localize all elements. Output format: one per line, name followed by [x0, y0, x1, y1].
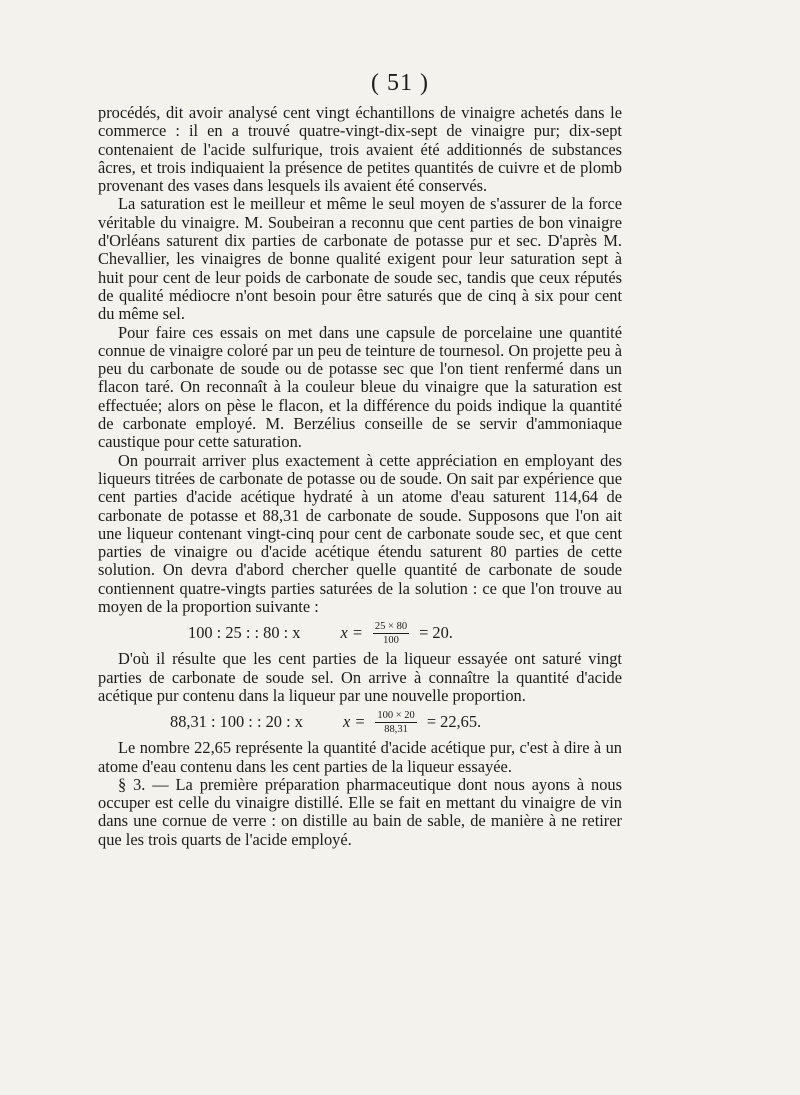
formula-2-variable: x =: [342, 712, 366, 732]
formula-1-result: = 20.: [419, 623, 453, 643]
page-number: ( 51 ): [371, 70, 429, 96]
formula-2-numerator: 100 × 20: [377, 709, 415, 721]
formula-1-numerator: 25 × 80: [374, 620, 408, 632]
formula-1-equation: [340, 621, 452, 646]
formula-1-denominator: 100: [383, 634, 399, 646]
formula-2-fraction: [375, 710, 416, 735]
proportion-formula-1: [98, 616, 622, 650]
paragraph-3: Pour faire ces essais on met dans une capsule de porcelaine une quantité connue de vinaigre coloré par un peu de teinture de tournesol. On projette peu à peu du carbonate de soude ou de potasse sec que l'on tient renfermé dans un flacon taré. On reconnaît à la couleur bleue du vinaigre que la saturation est effectuée; alors on pèse le flacon, et la différence du poids indique la quantité de carbonate employé. M. Berzélius conseille de se servir d'ammoniaque caustique pour cette saturation.: [98, 322, 622, 452]
formula-1-proportion: 100 : 25 : : 80 : x: [188, 623, 301, 643]
formula-1-variable: x =: [340, 623, 363, 643]
formula-2-denominator: 88,31: [384, 723, 408, 735]
formula-2-equation: [343, 710, 481, 735]
paragraph-1: procédés, dit avoir analysé cent vingt échantillons de vinaigre achetés dans le commerce : il en a trouvé quatre-vingt-dix-sept de vinaigre pur; dix-sept contenaient de l'acide sulfurique, trois avaient été additionnés de substances âcres, et trois indiquaient la présence de petites quantités de cuivre et de plomb provenant des vases dans lesquels ils avaient été conservés.: [98, 103, 622, 196]
formula-1-fraction: [373, 621, 409, 646]
paragraph-2: La saturation est le meilleur et même le seul moyen de s'assurer de la force véritable du vinaigre. M. Soubeiran a reconnu que cent parties de bon vinaigre d'Orléans saturent dix parties de carbonate de potasse pur et sec. D'après M. Chevallier, les vinaigres de bonne qualité exigent pour leur saturation sept à huit pour cent de leur poids de carbonate de soude sec, tandis que ceux réputés de qualité médiocre n'ont besoin pour être saturés que de cinq à six pour cent du même sel.: [98, 194, 622, 324]
paragraph-5: D'où il résulte que les cent parties de la liqueur essayée ont saturé vingt parties de carbonate de soude sel. On arrive à connaître la quantité d'acide acétique pur contenu dans la liqueur par une nouvelle proportion.: [98, 649, 622, 705]
paragraph-6: Le nombre 22,65 représente la quantité d'acide acétique pur, c'est à dire à un atome d'eau contenu dans les cent parties de la liqueur essayée.: [98, 738, 622, 776]
body-text: [98, 104, 622, 849]
paragraph-4: On pourrait arriver plus exactement à cette appréciation en employant des liqueurs titrées de carbonate de potasse ou de soude. On sait par expérience que cent parties d'acide acétique hydraté à un atome d'eau saturent 114,64 de carbonate de potasse et 88,31 de carbonate de soude. Supposons que l'on ait une liqueur contenant vingt-cinq pour cent de carbonate soude sec, et que cent parties de vinaigre ou d'acide acétique étendu saturent 80 parties de cette solution. On devra d'abord chercher quelle quantité de carbonate de soude contiennent quatre-vingts parties saturées de la solution : ce que l'on trouve au moyen de la proportion suivante :: [98, 450, 622, 617]
paragraph-7: § 3. — La première préparation pharmaceutique dont nous ayons à nous occuper est celle du vinaigre distillé. Elle se fait en mettant du vinaigre de vin dans une cornue de verre : on distille au bain de sable, de manière à ne retirer que les trois quarts de l'acide employé.: [98, 774, 622, 849]
formula-2-result: = 22,65.: [426, 712, 482, 732]
formula-2-proportion: 88,31 : 100 : : 20 : x: [170, 712, 303, 732]
proportion-formula-2: [98, 705, 622, 739]
